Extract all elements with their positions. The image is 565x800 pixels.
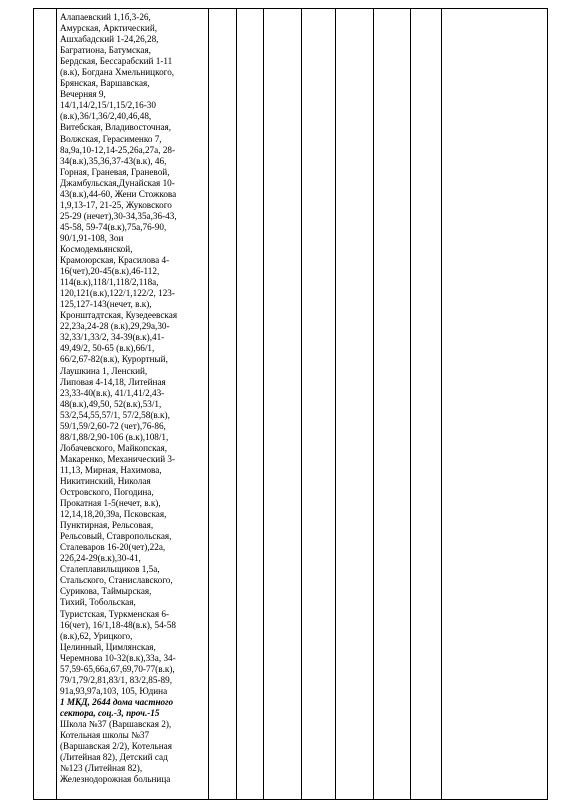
address-line: 34(в.к),35,36,37-43(в.к), 46, (60, 155, 167, 166)
address-line: 8а,9а,10-12,14-25,26а,27а, 28- (60, 144, 176, 155)
address-line: Бердская, Бессарабский 1-11 (60, 56, 173, 67)
address-line: 53/2,54,55,57/1, 57/2,58(в.к), (60, 409, 170, 420)
address-line: Кронштадтская, Кузедеевская (60, 310, 178, 321)
address-line: Лобачевского, Майкопская, (60, 442, 168, 453)
address-line: 23,33-40(в.к), 41/1,41/2,43- (60, 387, 165, 398)
empty-cell (209, 9, 237, 800)
address-line: Алапаевский 1,1б,3-26, (60, 12, 151, 22)
address-line: 59/1,59/2,60-72 (чет),76-86, (60, 420, 166, 431)
address-line: 43(в.к),44-60, Жени Стожкова (60, 188, 177, 199)
district-table (33, 8, 548, 800)
address-line: 57,59-65,66а,67,69,70-77(в.к), (60, 663, 175, 674)
address-line: 12,14,18,20,39а, Псковская, (60, 509, 167, 520)
address-line: Рельсовый, Ставропольская, (60, 531, 172, 542)
address-line: Островского, Погодина, (60, 487, 154, 498)
address-line: 79/1,79/2,81,83/1, 83/2,85-89, (60, 674, 173, 685)
address-line: Лаушкина 1, Ленский, (60, 365, 148, 376)
address-list (57, 9, 208, 785)
address-line: 49,49/2, 50-65 (в.к),66/1, (60, 343, 155, 354)
social-object-line: Школа №37 (Варшавская 2), (60, 719, 172, 729)
social-object-line: Котельная школы №37 (60, 730, 150, 741)
address-line: Липовая 4-14,18, Литейная (60, 376, 166, 387)
address-line: Ашхабадский 1-24,26,28, (60, 34, 159, 45)
address-line: (в.к),62, Урицкого, (60, 630, 133, 641)
social-object-line: (Литейная 82), Детский сад (60, 752, 168, 763)
social-object-line: №123 (Литейная 82), (60, 763, 143, 774)
address-line: Черемнова 10-32(в.к),33а, 34- (60, 652, 176, 663)
address-line: 48(в.к),49,50, 52(в.к),53/1, (60, 398, 162, 409)
address-line: Брянская, Варшавская, (60, 78, 150, 89)
address-line: 91а,93,97а,103, 105, Юдина (60, 685, 168, 696)
address-line: Никитинский, Николая (60, 475, 151, 486)
address-line: Прокатная 1-5(нечет, в.к), (60, 498, 161, 509)
address-line: 45-58, 59-74(в.к),75а,76-90, (60, 221, 167, 232)
address-line: 16(чет), 16/1,18-48(в.к), 54-58 (60, 619, 176, 630)
address-line: Тихий, Тобольская, (60, 597, 136, 608)
address-line: 1,9,13-17, 21-25, Жуковского (60, 199, 172, 210)
empty-cell (264, 9, 302, 800)
address-line: 88/1,88/2,90-106 (в.к),108/1, (60, 431, 169, 442)
address-line: (в.к),36/1,36/2,40,46,48, (60, 111, 152, 122)
number-cell (34, 9, 57, 800)
address-line: 114(в.к),118/1,118/2,118а, (60, 277, 159, 288)
address-line: Амурская, Арктический, (60, 23, 158, 34)
summary-line: 1 МКД, 2644 дома частного (60, 696, 174, 707)
empty-cell (374, 9, 411, 800)
address-line: Волжская, Герасименко 7, (60, 133, 162, 144)
address-line: Багратиона, Батумская, (60, 45, 151, 56)
empty-cell (336, 9, 374, 800)
address-line: Горная, Граневая, Граневой, (60, 166, 170, 177)
address-line: 14/1,14/2,15/1,15/2,16-30 (60, 100, 156, 111)
address-line: Сталеплавильщиков 1,5а, (60, 564, 160, 575)
social-object-line: Железнодорожная больница (60, 774, 171, 785)
social-object-line: (Варшавская 2/2), Котельная (60, 741, 172, 752)
address-line: 120,121(в.к),122/1,122/2, 123- (60, 288, 175, 299)
address-line: 32,33/1,33/2, 34-39(в.к),41- (60, 332, 165, 343)
address-line: Джамбульская,Дунайская 10- (60, 177, 175, 188)
empty-cell (237, 9, 264, 800)
address-line: 125,127-143(нечет, в.к), (60, 299, 152, 310)
address-line: 22б,24-29(в.к),30-41, (60, 553, 141, 564)
empty-cell (411, 9, 442, 800)
address-line: Витебская, Владивосточная, (60, 122, 172, 133)
address-line: Сталеваров 16-20(чет),22а, (60, 542, 166, 553)
address-cell (57, 9, 209, 800)
address-line: Макаренко, Механический 3- (60, 453, 176, 464)
address-line: Туристская, Туркменская 6- (60, 608, 170, 619)
address-line: Крамоюрская, Красилова 4- (60, 255, 170, 266)
empty-cell (302, 9, 336, 800)
table-row (34, 9, 548, 800)
address-line: Сурикова, Таймырская, (60, 586, 152, 597)
address-line: Целинный, Цимлянская, (60, 641, 156, 652)
address-line: 25-29 (нечет),30-34,35а,36-43, (60, 210, 177, 221)
address-line: Стальского, Станиславского, (60, 575, 173, 586)
empty-cell (442, 9, 548, 800)
address-line: 11,13, Мирная, Нахимова, (60, 464, 162, 475)
address-line: 16(чет),20-45(в.к),46-112, (60, 266, 160, 277)
address-line: Космодемьянской, (60, 243, 133, 254)
address-line: (в.к), Богдана Хмельницкого, (60, 67, 175, 78)
summary-line: сектора, соц.-3, проч.-15 (60, 707, 160, 718)
address-line: 66/2,67-82(в.к), Курортный, (60, 354, 168, 365)
address-line: 22,23а,24-28 (в.к),29,29а,30- (60, 321, 170, 332)
address-line: 90/1,91-108, Зои (60, 232, 124, 243)
address-line: Вечерняя 9, (60, 89, 106, 100)
address-line: Пунктирная, Рельсовая, (60, 520, 154, 531)
